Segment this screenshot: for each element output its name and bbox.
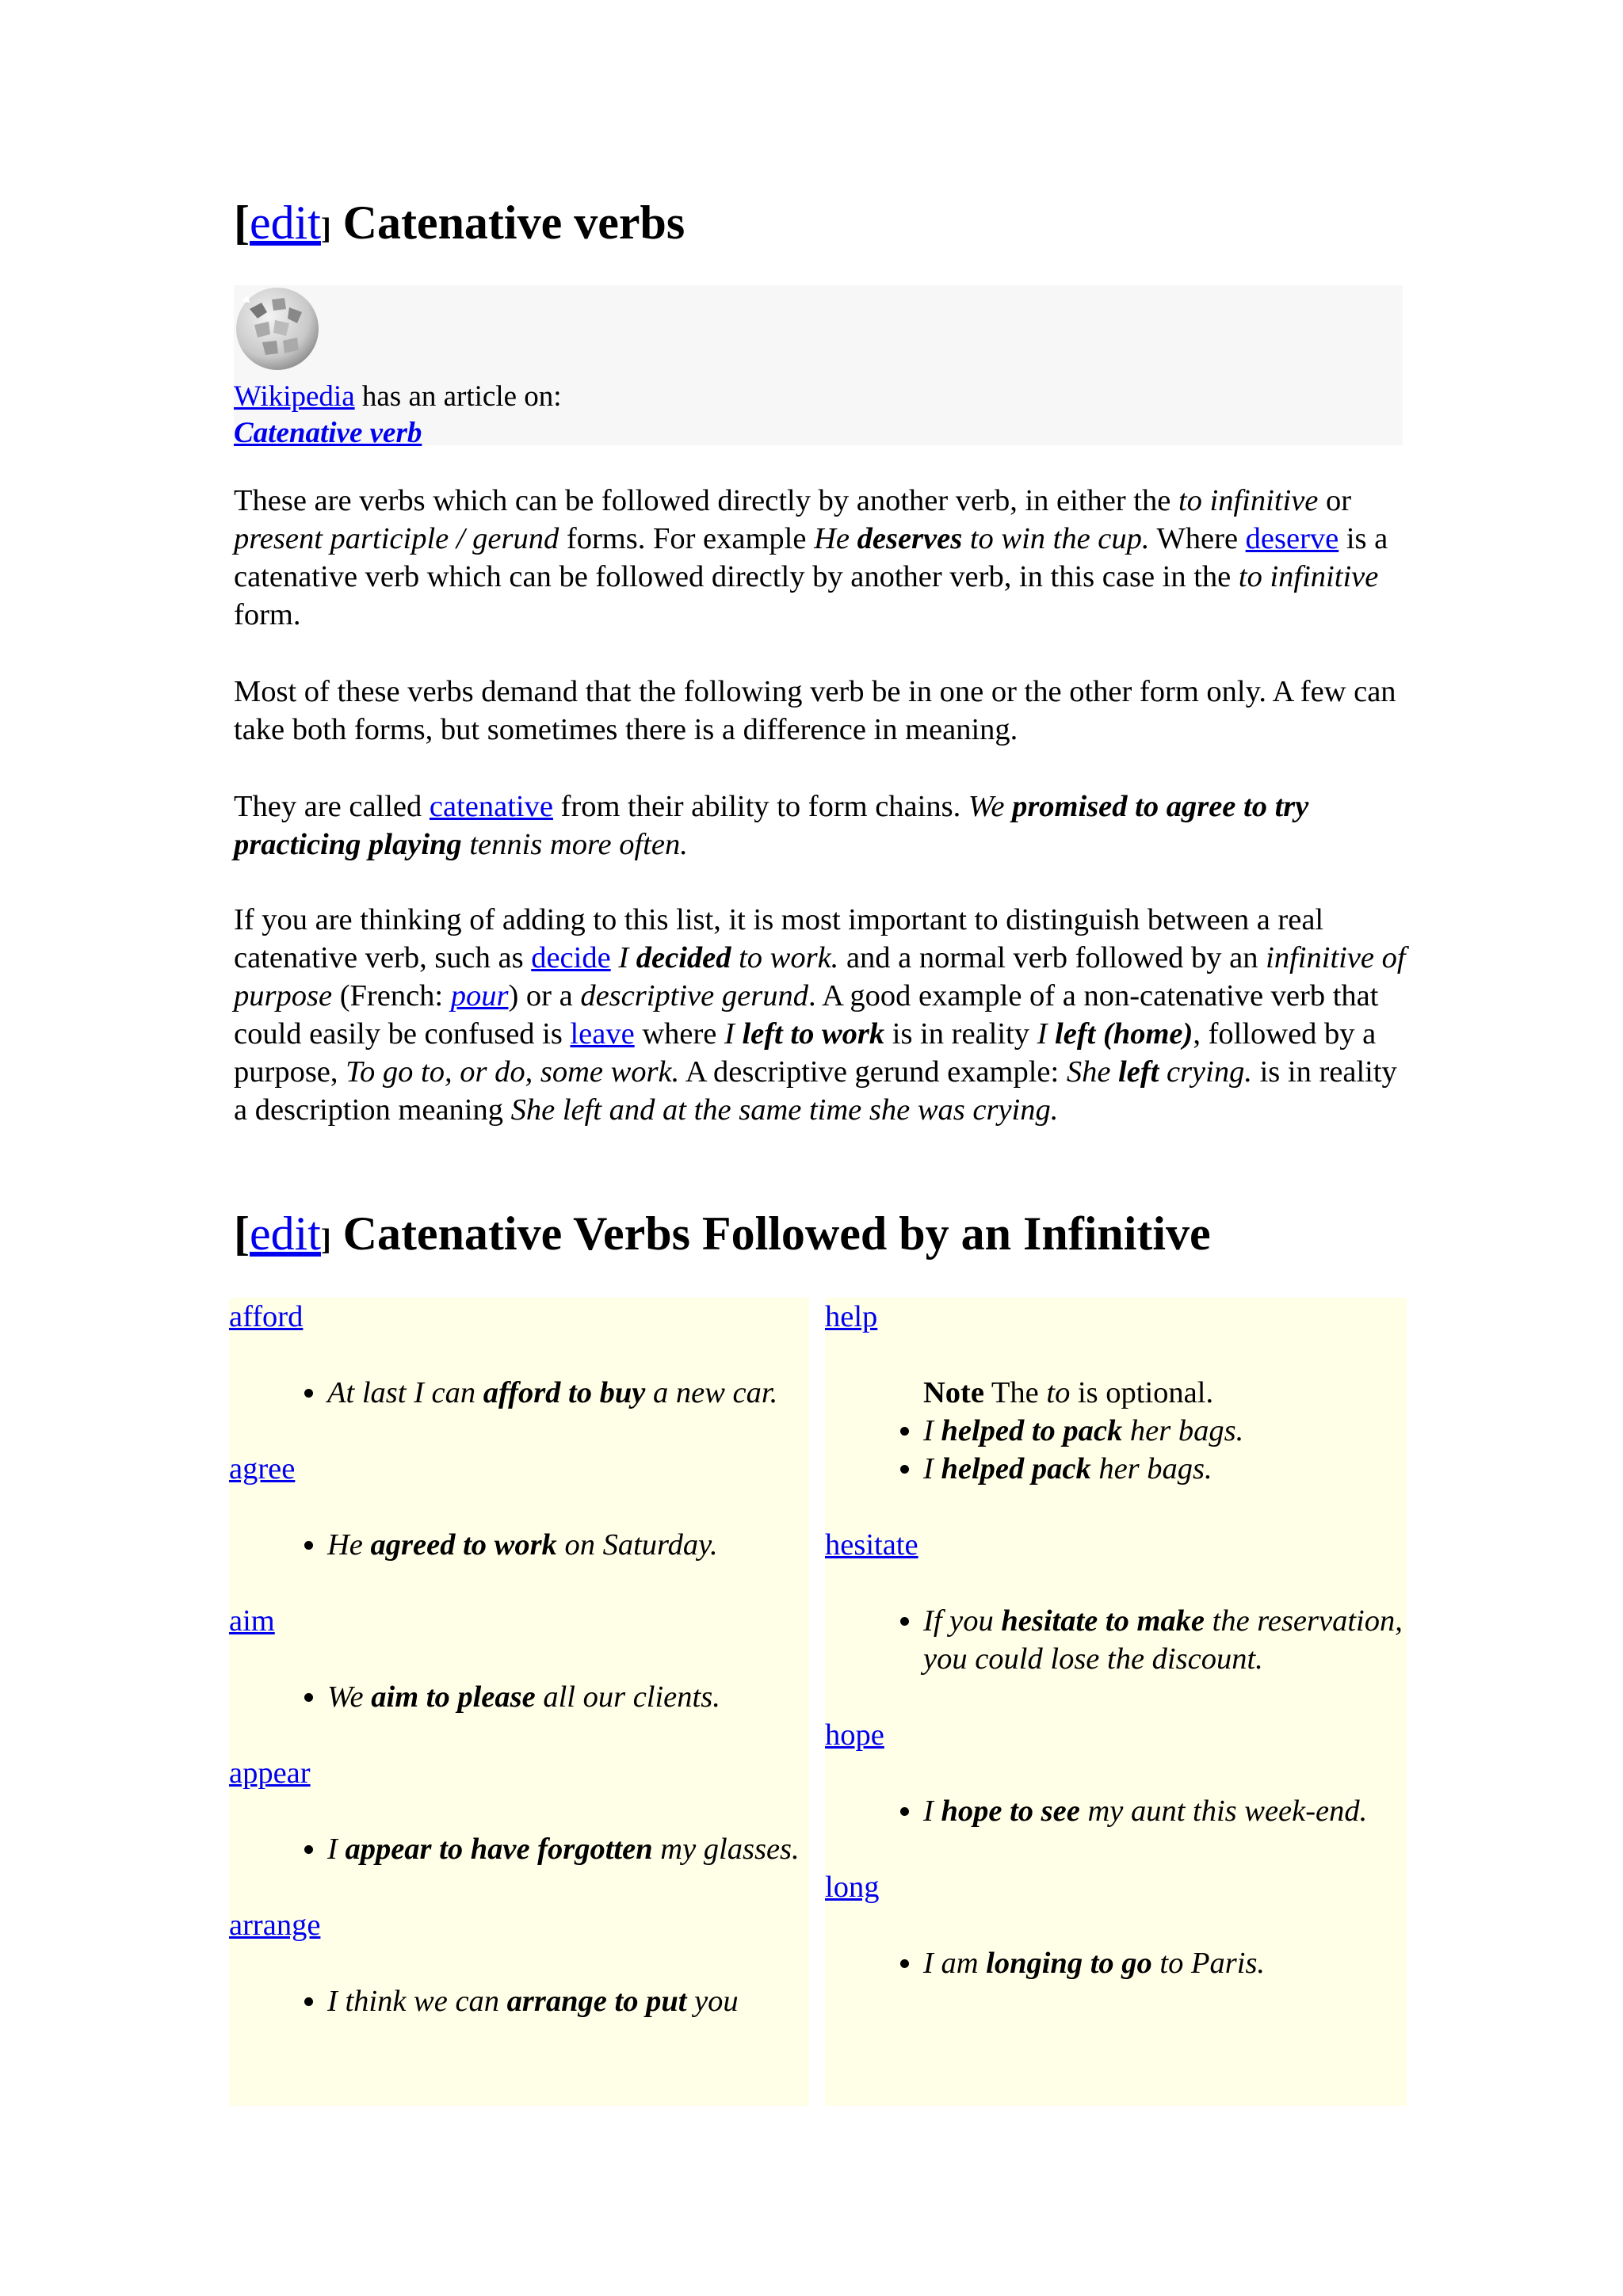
wikipedia-globe-icon <box>234 285 321 372</box>
verb-link-appear[interactable]: appear <box>229 1756 311 1790</box>
verb-entry <box>229 1754 809 1868</box>
verb-table <box>229 1298 1407 2106</box>
edit-link[interactable]: edit <box>249 1207 321 1260</box>
example-item: • I appear to have forgotten my glasses. <box>327 1830 809 1868</box>
has-article-text: has an article on: <box>361 380 562 413</box>
example-item: • He agreed to work on Saturday. <box>327 1526 809 1564</box>
edit-link[interactable]: edit <box>249 196 321 249</box>
wikipedia-box <box>234 285 1403 449</box>
wikipedia-text <box>234 379 562 452</box>
section-heading-catenative-verbs: [edit] Catenative verbs <box>234 196 685 249</box>
verb-link-arrange[interactable]: arrange <box>229 1909 321 1942</box>
article-link[interactable]: Catenative verb <box>234 417 422 449</box>
verb-entry <box>825 1526 1407 1678</box>
example-item: • At last I can afford to buy a new car. <box>327 1374 809 1412</box>
section-title: Catenative Verbs Followed by an Infinitive <box>342 1207 1211 1260</box>
verb-entry <box>825 1298 1407 1488</box>
verb-link-long[interactable]: long <box>825 1871 880 1904</box>
paragraph-chains: They are called catenative from their ability to form chains. We promised to agree to try practicing playing tennis more often. <box>234 790 1309 861</box>
verb-entry <box>229 1906 809 2020</box>
verb-link-afford[interactable]: afford <box>229 1300 304 1333</box>
example-item: • If you hesitate to make the reservation, you could lose the discount. <box>923 1602 1407 1678</box>
section-heading-followed-by-infinitive: [edit] Catenative Verbs Followed by an Infinitive <box>234 1207 1211 1260</box>
verb-column-right <box>825 1298 1407 2106</box>
verb-link-hesitate[interactable]: hesitate <box>825 1528 918 1562</box>
catenative-link[interactable]: catenative <box>429 790 553 823</box>
paragraph-intro: These are verbs which can be followed directly by another verb, in either the to infinitive or present participle / gerund forms. For example He deserves to win the cup. Where deserve is a catenative verb which can be followed directly by another verb, in this case in the to infinitive form. <box>234 484 1388 631</box>
deserve-link[interactable]: deserve <box>1245 522 1339 555</box>
example-item: • We aim to please all our clients. <box>327 1678 809 1716</box>
wikipedia-link[interactable]: Wikipedia <box>234 380 355 413</box>
section-title: Catenative verbs <box>342 196 685 249</box>
example-item: • I am longing to go to Paris. <box>923 1944 1407 1982</box>
verb-link-aim[interactable]: aim <box>229 1604 275 1638</box>
leave-link[interactable]: leave <box>570 1017 635 1051</box>
verb-entry <box>229 1602 809 1716</box>
verb-entry <box>825 1716 1407 1830</box>
verb-entry <box>229 1450 809 1564</box>
decide-link[interactable]: decide <box>531 941 611 974</box>
example-item: • I helped pack her bags. <box>923 1450 1407 1488</box>
example-item: • I think we can arrange to put you <box>327 1982 809 2020</box>
pour-link[interactable]: pour <box>450 979 509 1013</box>
verb-link-help[interactable]: help <box>825 1300 878 1333</box>
verb-entry <box>229 1298 809 1412</box>
verb-entry <box>825 1868 1407 1982</box>
verb-link-agree[interactable]: agree <box>229 1452 296 1486</box>
paragraph-forms: Most of these verbs demand that the following verb be in one or the other form only. A few can take both forms, but sometimes there is a difference in meaning. <box>234 675 1396 746</box>
example-item: • I hope to see my aunt this week-end. <box>923 1792 1407 1830</box>
verb-link-hope[interactable]: hope <box>825 1718 884 1752</box>
verb-column-left <box>229 1298 809 2106</box>
note: Note The to is optional. <box>923 1376 1214 1409</box>
paragraph-distinguish: If you are thinking of adding to this list, it is most important to distinguish between a real catenative verb, such as decide I decided to work. and a normal verb followed by an infinitive of purpose (French: pour) or a descriptive gerund. A good example of a non-catenative verb that could easily be confused is leave where I left to work is in reality I left (home), followed by a purpose, To go to, or do, some work. A descriptive gerund example: She left crying. is in reality a description meaning She left and at the same time she was crying. <box>234 903 1406 1127</box>
example-item: • I helped to pack her bags. <box>923 1412 1407 1450</box>
